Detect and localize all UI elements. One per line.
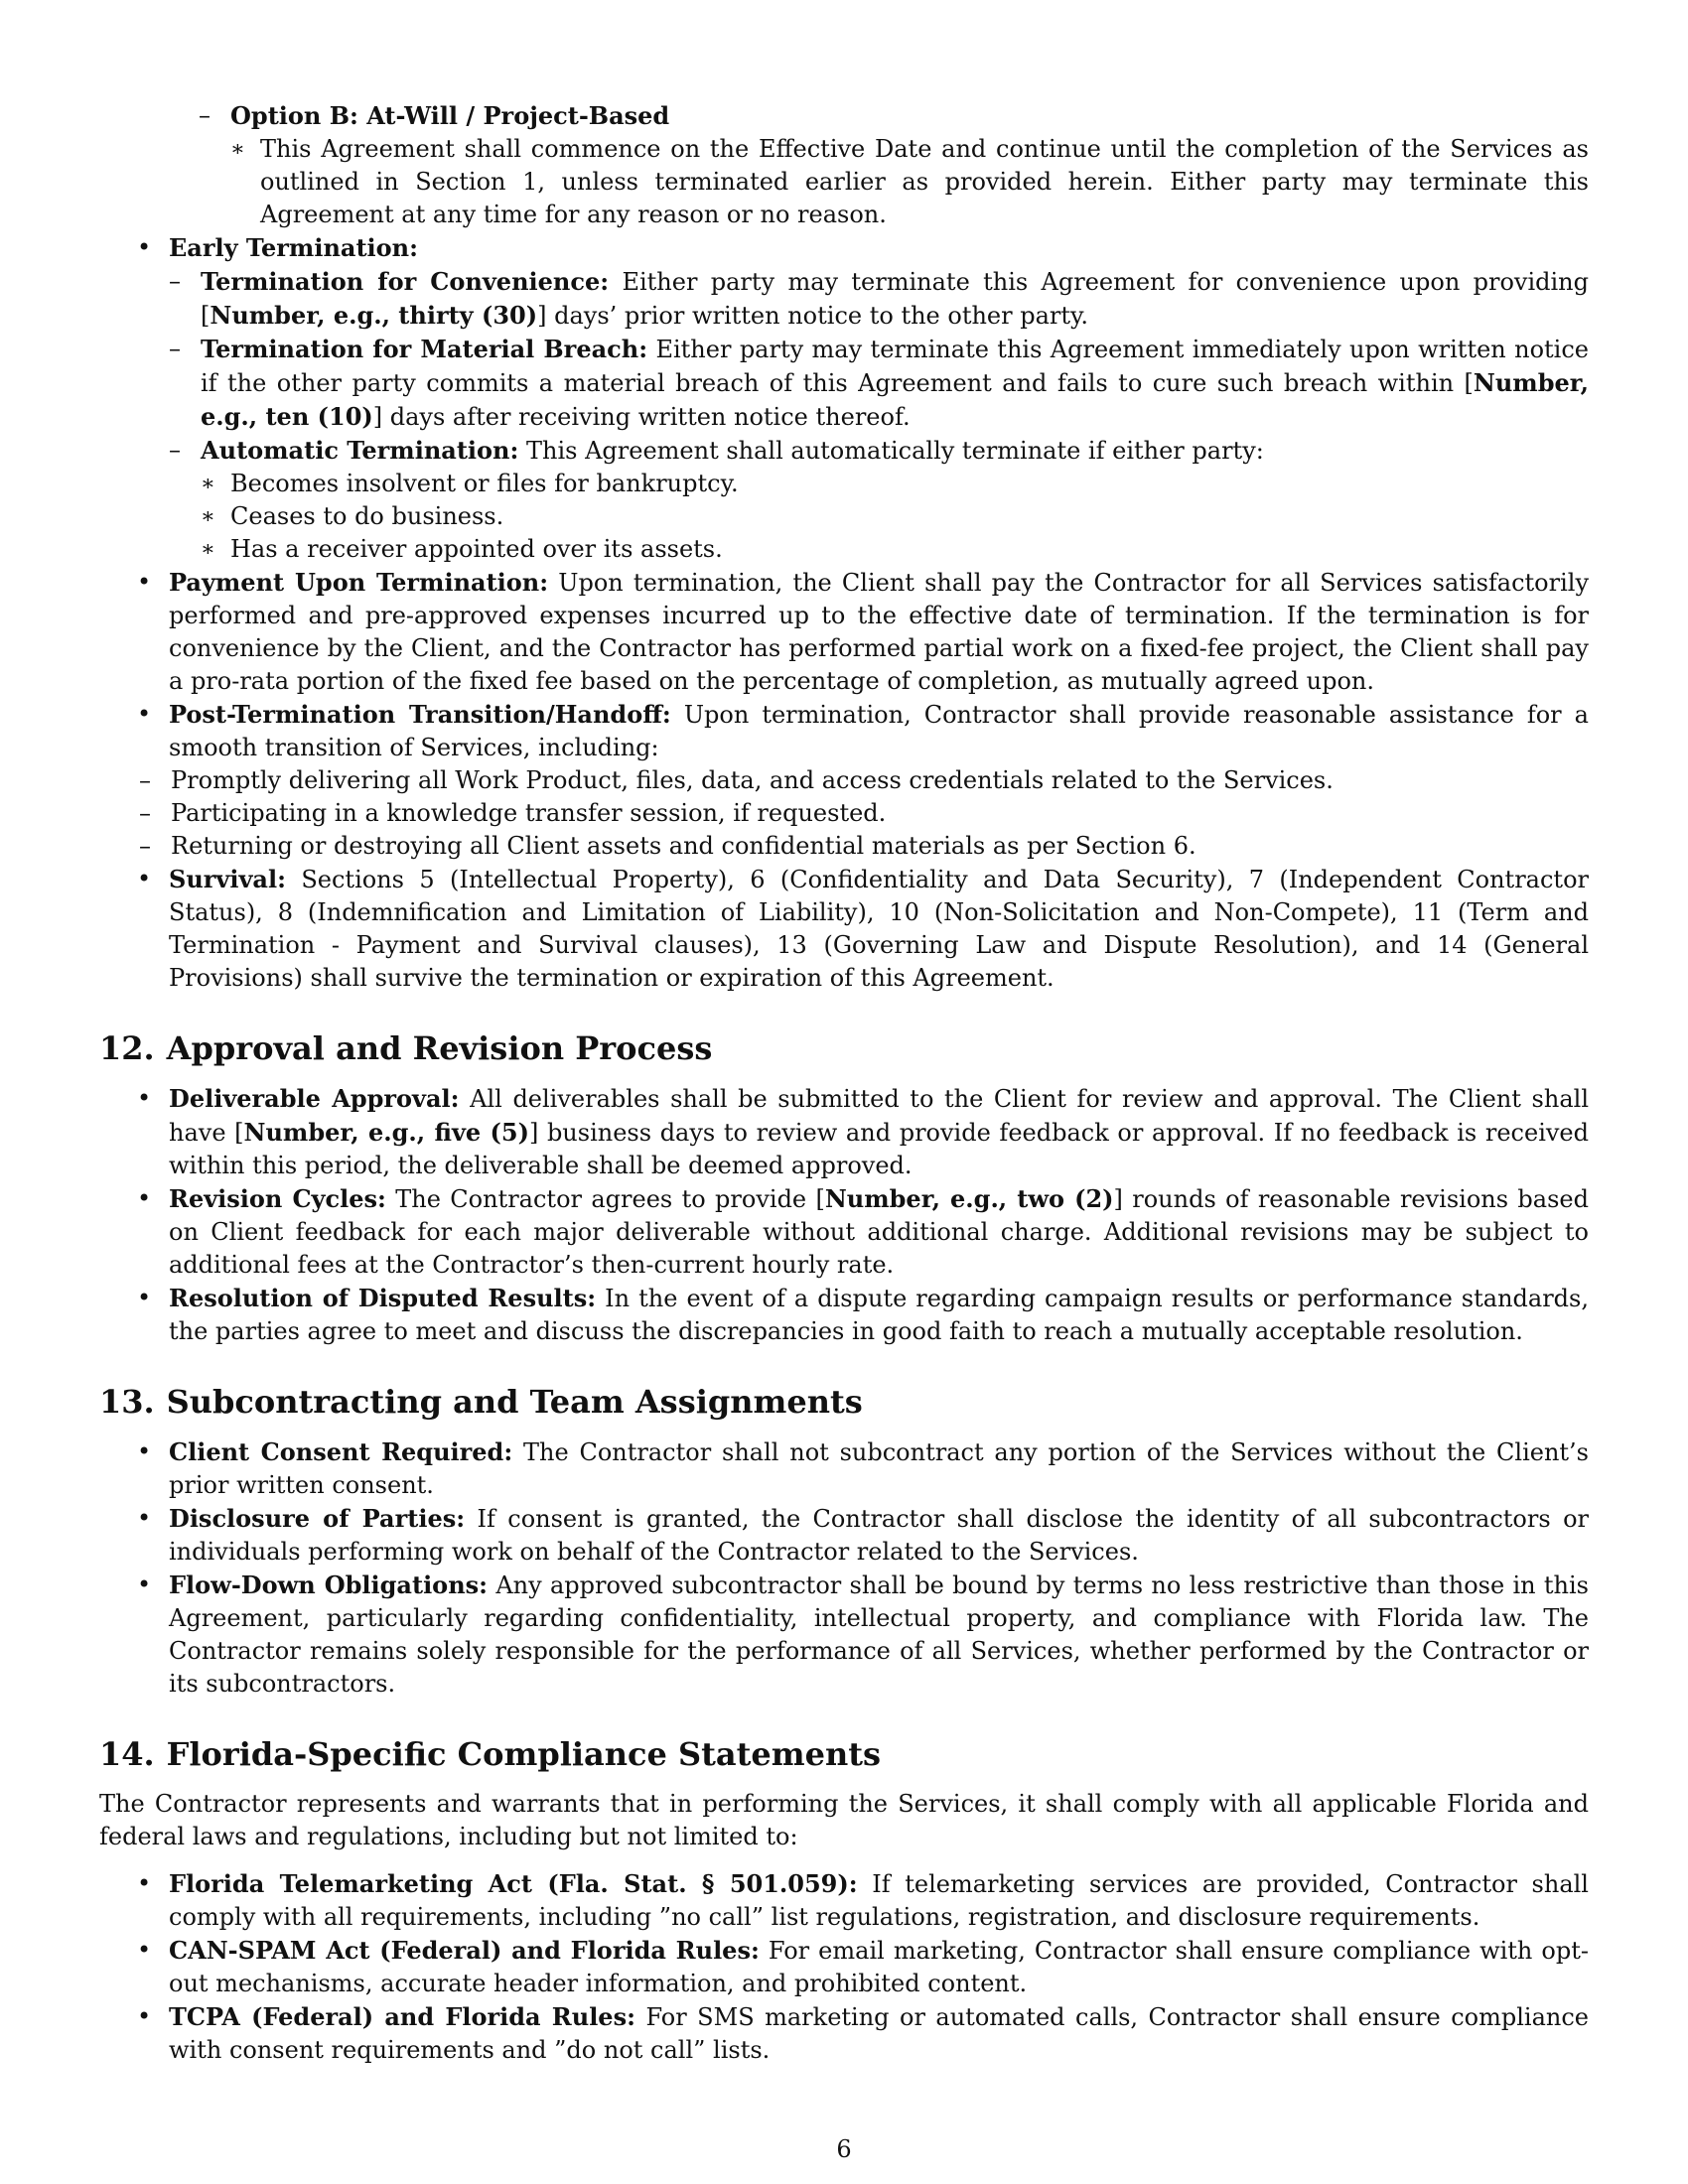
termination-convenience [169,265,1589,333]
revision-cycles [99,1182,1589,1282]
termination-automatic [169,434,1589,566]
handoff-label: Post-Termination Transition/Handoff: [169,700,671,729]
approval-label: Deliverable Approval: [169,1084,460,1113]
early-termination-sublist [169,265,1589,566]
list-item [99,1435,1589,1502]
automatic-sublist [201,468,1589,566]
section-14-heading [99,1734,1589,1774]
list-item [99,2000,1589,2067]
deliverable-approval [99,1082,1589,1182]
survival-item [99,863,1589,995]
disputed-results [99,1282,1589,1348]
option-list [199,99,1589,231]
item-text: For email marketing, Contractor shall ensure compliance with opt-out mechanisms, accurate header information, and prohibited content. [169,1937,1589,1997]
section-13-number: 13. [99,1383,155,1421]
handoff-item: – Participating in a knowledge transfer session, if requested. [139,797,1589,830]
item-text: If consent is granted, the Contractor shall disclose the identity of all subcontractors or individuals performing work on behalf of the Contractor related to the Services. [169,1505,1589,1566]
breach-text-2: ] days after receiving written notice thereof. [372,403,911,431]
approval-text-1: All deliverables shall be submitted to the Client for review and approval. The Client shall have [ [169,1085,1589,1147]
list-item [99,1867,1589,1934]
list-item [99,1934,1589,2000]
option-b-item [199,99,1589,231]
list-item [99,1502,1589,1569]
handoff-item: – Promptly delivering all Work Product, files, data, and access credentials related to the Services. [139,764,1589,797]
convenience-number: Number, e.g., thirty (30) [210,301,538,330]
item-label: Disclosure of Parties: [169,1504,466,1533]
section-14-list [99,1867,1589,2067]
revision-label: Revision Cycles: [169,1184,386,1213]
automatic-item: ∗ Becomes insolvent or files for bankruptcy. [201,468,1589,500]
termination-list [99,231,1589,995]
revision-number: Number, e.g., two (2) [824,1184,1114,1213]
breach-number: Number, e.g., ten (10) [201,368,1589,431]
item-text: Any approved subcontractor shall be bound by terms no less restrictive than those in this Agreement, particularly regarding confidentiality, intellectual property, and compliance with Florida law. The Contractor remains solely responsible for the performance of all Services, whether performed by the Contractor or its subcontractors. [169,1571,1589,1698]
item-label: Client Consent Required: [169,1437,513,1466]
section-12-heading [99,1028,1589,1068]
item-text: If telemarketing services are provided, Contractor shall comply with all requirements, including ”no call” list regulations, registration, and disclosure requirements. [169,1870,1589,1931]
post-termination-handoff [99,698,1589,863]
automatic-text: This Agreement shall automatically terminate if either party: [525,437,1264,465]
handoff-item: – Returning or destroying all Client assets and confidential materials as per Section 6. [139,830,1589,863]
early-termination-item [99,231,1589,566]
section-13-heading [99,1382,1589,1422]
revision-text-2: ] rounds of reasonable revisions based on Client feedback for each major deliverable without additional charge. Additional revisions may be subject to additional fees at the Contractor’s then-current hourly rate. [169,1185,1589,1279]
option-b-sublist [230,133,1589,231]
item-label: CAN-SPAM Act (Federal) and Florida Rules: [169,1936,760,1965]
dispute-label: Resolution of Disputed Results: [169,1284,597,1312]
early-termination-title: Early Termination: [169,233,418,262]
list-item [99,1569,1589,1701]
automatic-item: ∗ Ceases to do business. [201,500,1589,533]
breach-label: Termination for Material Breach: [201,335,648,363]
payment-upon-termination [99,566,1589,698]
item-label: TCPA (Federal) and Florida Rules: [169,2002,635,2031]
dispute-text: In the event of a dispute regarding campaign results or performance standards, the parties agree to meet and discuss the discrepancies in good faith to reach a mutually acceptable resolution. [169,1285,1589,1345]
item-label: Florida Telemarketing Act (Fla. Stat. § 501.059): [169,1869,858,1898]
page-number: 6 [836,2135,852,2163]
handoff-text: Upon termination, Contractor shall provide reasonable assistance for a smooth transition of Services, including: [169,701,1589,761]
convenience-text-1: Either party may terminate this Agreement for convenience upon providing [ [201,268,1589,330]
section-13-list [99,1435,1589,1701]
section-13-title: Subcontracting and Team Assignments [166,1383,863,1421]
section-14-title: Florida-Specific Compliance Statements [166,1735,882,1773]
revision-text-1: The Contractor agrees to provide [ [395,1185,825,1213]
payment-label: Payment Upon Termination: [169,568,549,597]
section-12-list [99,1082,1589,1348]
item-label: Flow-Down Obligations: [169,1570,489,1599]
handoff-sublist [139,764,1589,863]
automatic-item: ∗ Has a receiver appointed over its assets. [201,533,1589,566]
survival-text: Sections 5 (Intellectual Property), 6 (Confidentiality and Data Security), 7 (Independent Contractor Status), 8 (Indemnification and Limitation of Liability), 10 (Non-Solicitation and Non-Compete), 11 (Term and Termination - Payment and Survival clauses), 13 (Governing Law and Dispute Resolution), and 14 (General Provisions) shall survive the termination or expiration of this Agreement. [169,866,1589,992]
option-b-text: ∗ This Agreement shall commence on the Effective Date and continue until the completion of the Services as outlined in Section 1, unless terminated earlier as provided herein. Either party may terminate this Agreement at any time for any reason or no reason. [230,133,1589,231]
option-b-title: Option B: At-Will / Project-Based [230,101,670,130]
breach-text-1: Either party may terminate this Agreement immediately upon written notice if the other party commits a material breach of this Agreement and fails to cure such breach within [ [201,336,1590,397]
section-12-number: 12. [99,1029,155,1067]
section-14-number: 14. [99,1735,155,1773]
payment-text: Upon termination, the Client shall pay the Contractor for all Services satisfactorily performed and pre-approved expenses incurred up to the effective date of termination. If the termination is for convenience by the Client, and the Contractor has performed partial work on a fixed-fee project, the Client shall pay a pro-rata portion of the fixed fee based on the percentage of completion, as mutually agreed upon. [169,569,1590,695]
approval-number: Number, e.g., five (5) [243,1118,529,1147]
survival-label: Survival: [169,865,286,893]
item-text: The Contractor shall not subcontract any portion of the Services without the Client’s prior written consent. [169,1438,1589,1499]
automatic-label: Automatic Termination: [201,436,519,465]
convenience-label: Termination for Convenience: [201,267,610,296]
document-page [99,99,1589,2067]
item-text: For SMS marketing or automated calls, Contractor shall ensure compliance with consent requirements and ”do not call” lists. [169,2003,1589,2064]
approval-text-2: ] business days to review and provide feedback or approval. If no feedback is received within this period, the deliverable shall be deemed approved. [169,1119,1589,1179]
termination-breach [169,333,1589,434]
section-14-intro: The Contractor represents and warrants that in performing the Services, it shall comply with all applicable Florida and federal laws and regulations, including but not limited to: [99,1790,1589,1850]
convenience-text-2: ] days’ prior written notice to the other party. [537,302,1089,330]
section-12-title: Approval and Revision Process [166,1029,713,1067]
